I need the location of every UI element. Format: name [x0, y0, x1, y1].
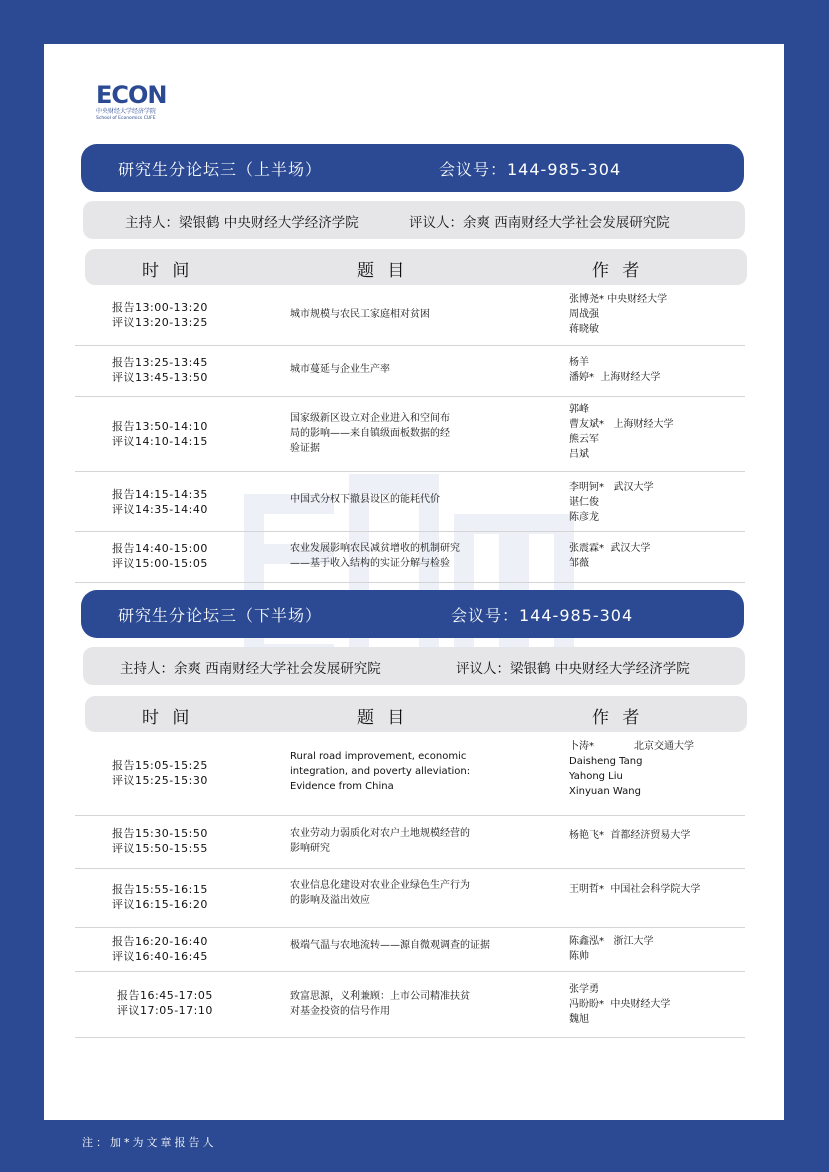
author-line [569, 1012, 670, 1027]
author-name: 杨羊 [569, 357, 589, 368]
chair-discussant-bar-upper [83, 201, 745, 239]
topic-cell [290, 826, 495, 856]
header-topic: 题 目 [357, 261, 409, 281]
topic-line: 的影响及溢出效应 [290, 895, 370, 906]
author-name: 邹薇 [569, 558, 589, 569]
author-affiliation: 上海财经大学 [600, 372, 661, 383]
author-line [569, 480, 654, 495]
author-name: 张学勇 [569, 984, 599, 995]
topic-line: integration, and poverty alleviation: [290, 766, 471, 777]
report-time: 报告14:15-14:35 [112, 488, 208, 501]
author-name: 吕斌 [569, 449, 589, 460]
chair-label: 主持人：梁银鹤 中央财经大学经济学院 [125, 215, 359, 231]
author-name: 郭峰 [569, 404, 589, 415]
chair-label: 主持人：余爽 西南财经大学社会发展研究院 [120, 661, 381, 677]
topic-cell [290, 938, 530, 953]
author-name: 陈帅 [569, 951, 589, 962]
topic-line: 验证据 [290, 443, 320, 454]
authors-cell [569, 402, 674, 462]
author-line [569, 982, 670, 997]
topic-line: ——基于收入结构的实证分解与检验 [290, 558, 450, 569]
time-cell [112, 541, 208, 571]
author-name: 杨艳飞* [569, 830, 604, 841]
time-cell [112, 355, 208, 385]
author-line [569, 447, 674, 462]
author-affiliation: 首都经济贸易大学 [610, 830, 691, 841]
author-line [569, 949, 654, 964]
session-header-lower [81, 590, 744, 638]
authors-cell [569, 882, 700, 897]
topic-cell [290, 878, 495, 908]
author-name: 陈彦龙 [569, 512, 599, 523]
report-time: 报告15:05-15:25 [112, 759, 208, 772]
report-time: 报告15:30-15:50 [112, 827, 208, 840]
report-time: 报告13:25-13:45 [112, 356, 208, 369]
review-time: 评议14:35-14:40 [112, 503, 208, 516]
author-affiliation: 上海财经大学 [613, 419, 674, 430]
report-time: 报告13:00-13:20 [112, 301, 208, 314]
author-name: 张震霖* [569, 543, 604, 554]
author-name: 冯盼盼* [569, 999, 604, 1010]
author-line [569, 882, 700, 897]
review-time: 评议14:10-14:15 [112, 435, 208, 448]
author-name: 李明钶* [569, 482, 604, 493]
review-time: 评议15:50-15:55 [112, 842, 208, 855]
author-line [569, 495, 654, 510]
author-name: Xinyuan Wang [569, 786, 641, 797]
author-line [569, 322, 667, 337]
author-affiliation: 武汉大学 [610, 543, 651, 554]
author-line [569, 556, 650, 571]
author-affiliation: 北京交通大学 [634, 741, 694, 752]
table-row [75, 928, 745, 972]
author-line [569, 432, 674, 447]
author-line [569, 739, 694, 754]
author-name: 周战强 [569, 309, 599, 320]
review-time: 评议15:00-15:05 [112, 557, 208, 570]
authors-cell [569, 355, 660, 385]
topic-cell [290, 541, 495, 571]
table-row [75, 472, 745, 532]
footnote: 注：加*为文章报告人 [82, 1136, 217, 1149]
table-row [75, 734, 745, 816]
table-row [75, 869, 745, 928]
session-title: 研究生分论坛三（上半场） [118, 160, 323, 179]
time-cell [112, 758, 208, 788]
topic-line: 对基金投资的信号作用 [290, 1006, 390, 1017]
author-line [569, 355, 660, 370]
report-time: 报告16:20-16:40 [112, 935, 208, 948]
review-time: 评议16:15-16:20 [112, 898, 208, 911]
report-time: 报告14:40-15:00 [112, 542, 208, 555]
time-cell [112, 826, 208, 856]
author-line [569, 307, 667, 322]
topic-cell [290, 411, 495, 456]
authors-cell [569, 934, 654, 964]
review-time: 评议17:05-17:10 [117, 1004, 213, 1017]
table-row [75, 346, 745, 397]
authors-cell [569, 480, 654, 525]
table-row [75, 972, 745, 1038]
logo-school-name-en: School of Economics CUFE [96, 116, 156, 121]
author-name: 熊云军 [569, 434, 599, 445]
author-line [569, 754, 694, 769]
logo-school-name-cn: 中央财经大学经济学院 [96, 108, 157, 115]
topic-line: 城市规模与农民工家庭相对贫困 [290, 309, 430, 320]
topic-line: 农业发展影响农民减贫增收的机制研究 [290, 543, 460, 554]
review-time: 评议15:25-15:30 [112, 774, 208, 787]
topic-line: 中国式分权下撤县设区的能耗代价 [290, 494, 440, 505]
review-time: 评议16:40-16:45 [112, 950, 208, 963]
topic-cell [290, 307, 495, 322]
authors-cell [569, 982, 670, 1027]
author-name: Yahong Liu [569, 771, 623, 782]
table-header-upper [85, 249, 747, 285]
header-time: 时 间 [142, 261, 194, 281]
author-line [569, 769, 694, 784]
topic-line: Rural road improvement, economic [290, 751, 467, 762]
author-affiliation: 中央财经大学 [607, 294, 668, 305]
author-line [569, 370, 660, 385]
author-line [569, 292, 667, 307]
header-authors: 作 者 [592, 708, 644, 728]
author-name: 魏旭 [569, 1014, 589, 1025]
topic-line: 致富思源，义利兼顾：上市公司精准扶贫 [290, 991, 470, 1002]
author-line [569, 784, 694, 799]
author-name: Daisheng Tang [569, 756, 643, 767]
report-time: 报告15:55-16:15 [112, 883, 208, 896]
author-name: 卜涛* [569, 741, 594, 752]
report-time: 报告16:45-17:05 [117, 989, 213, 1002]
author-name: 曹友斌* [569, 419, 604, 430]
time-cell [112, 882, 208, 912]
meeting-id: 会议号：144-985-304 [439, 160, 622, 179]
author-line [569, 510, 654, 525]
review-time: 评议13:20-13:25 [112, 316, 208, 329]
school-logo [96, 82, 206, 132]
author-line [569, 997, 670, 1012]
topic-cell [290, 989, 495, 1019]
author-affiliation: 武汉大学 [613, 482, 654, 493]
time-cell [112, 487, 208, 517]
author-line [569, 402, 674, 417]
chair-discussant-bar-lower [83, 647, 745, 685]
topic-line: 极端气温与农地流转——源自微观调查的证据 [290, 940, 490, 951]
meeting-id: 会议号：144-985-304 [451, 606, 634, 625]
header-authors: 作 者 [592, 261, 644, 281]
topic-line: 农业信息化建设对农业企业绿色生产行为 [290, 880, 470, 891]
author-name: 王明哲* [569, 884, 604, 895]
time-cell [112, 934, 208, 964]
author-name: 张博尧* [569, 294, 604, 305]
review-time: 评议13:45-13:50 [112, 371, 208, 384]
table-row [75, 816, 745, 869]
author-affiliation: 中央财经大学 [610, 999, 671, 1010]
discussant-label: 评议人：余爽 西南财经大学社会发展研究院 [409, 215, 670, 231]
author-line [569, 828, 690, 843]
time-cell [112, 419, 208, 449]
table-header-lower [85, 696, 747, 732]
time-cell [117, 988, 213, 1018]
session-header-upper [81, 144, 744, 192]
table-row [75, 397, 745, 472]
topic-cell [290, 749, 495, 794]
program-page [44, 44, 784, 1120]
table-row [75, 532, 745, 583]
author-name: 谌仁俊 [569, 497, 599, 508]
topic-line: 农业劳动力弱质化对农户土地规模经营的 [290, 828, 470, 839]
time-cell [112, 300, 208, 330]
topic-line: 城市蔓延与企业生产率 [290, 364, 390, 375]
authors-cell [569, 292, 667, 337]
author-affiliation: 浙江大学 [613, 936, 654, 947]
header-time: 时 间 [142, 708, 194, 728]
report-time: 报告13:50-14:10 [112, 420, 208, 433]
logo-mark: ECON [96, 81, 167, 109]
author-name: 潘婷* [569, 372, 594, 383]
discussant-label: 评议人：梁银鹤 中央财经大学经济学院 [456, 661, 690, 677]
author-line [569, 541, 650, 556]
topic-cell [290, 492, 495, 507]
authors-cell [569, 828, 690, 843]
topic-line: 局的影响——来自镇级面板数据的经 [290, 428, 450, 439]
author-name: 蒋晓敏 [569, 324, 599, 335]
author-affiliation: 中国社会科学院大学 [610, 884, 701, 895]
header-topic: 题 目 [357, 708, 409, 728]
topic-line: 国家级新区设立对企业进入和空间布 [290, 413, 450, 424]
table-row [75, 288, 745, 346]
authors-cell [569, 541, 650, 571]
session-title: 研究生分论坛三（下半场） [118, 606, 323, 625]
author-line [569, 417, 674, 432]
author-line [569, 934, 654, 949]
author-name: 陈鑫泓* [569, 936, 604, 947]
topic-cell [290, 362, 495, 377]
topic-line: Evidence from China [290, 781, 394, 792]
topic-line: 影响研究 [290, 843, 330, 854]
authors-cell [569, 739, 694, 799]
